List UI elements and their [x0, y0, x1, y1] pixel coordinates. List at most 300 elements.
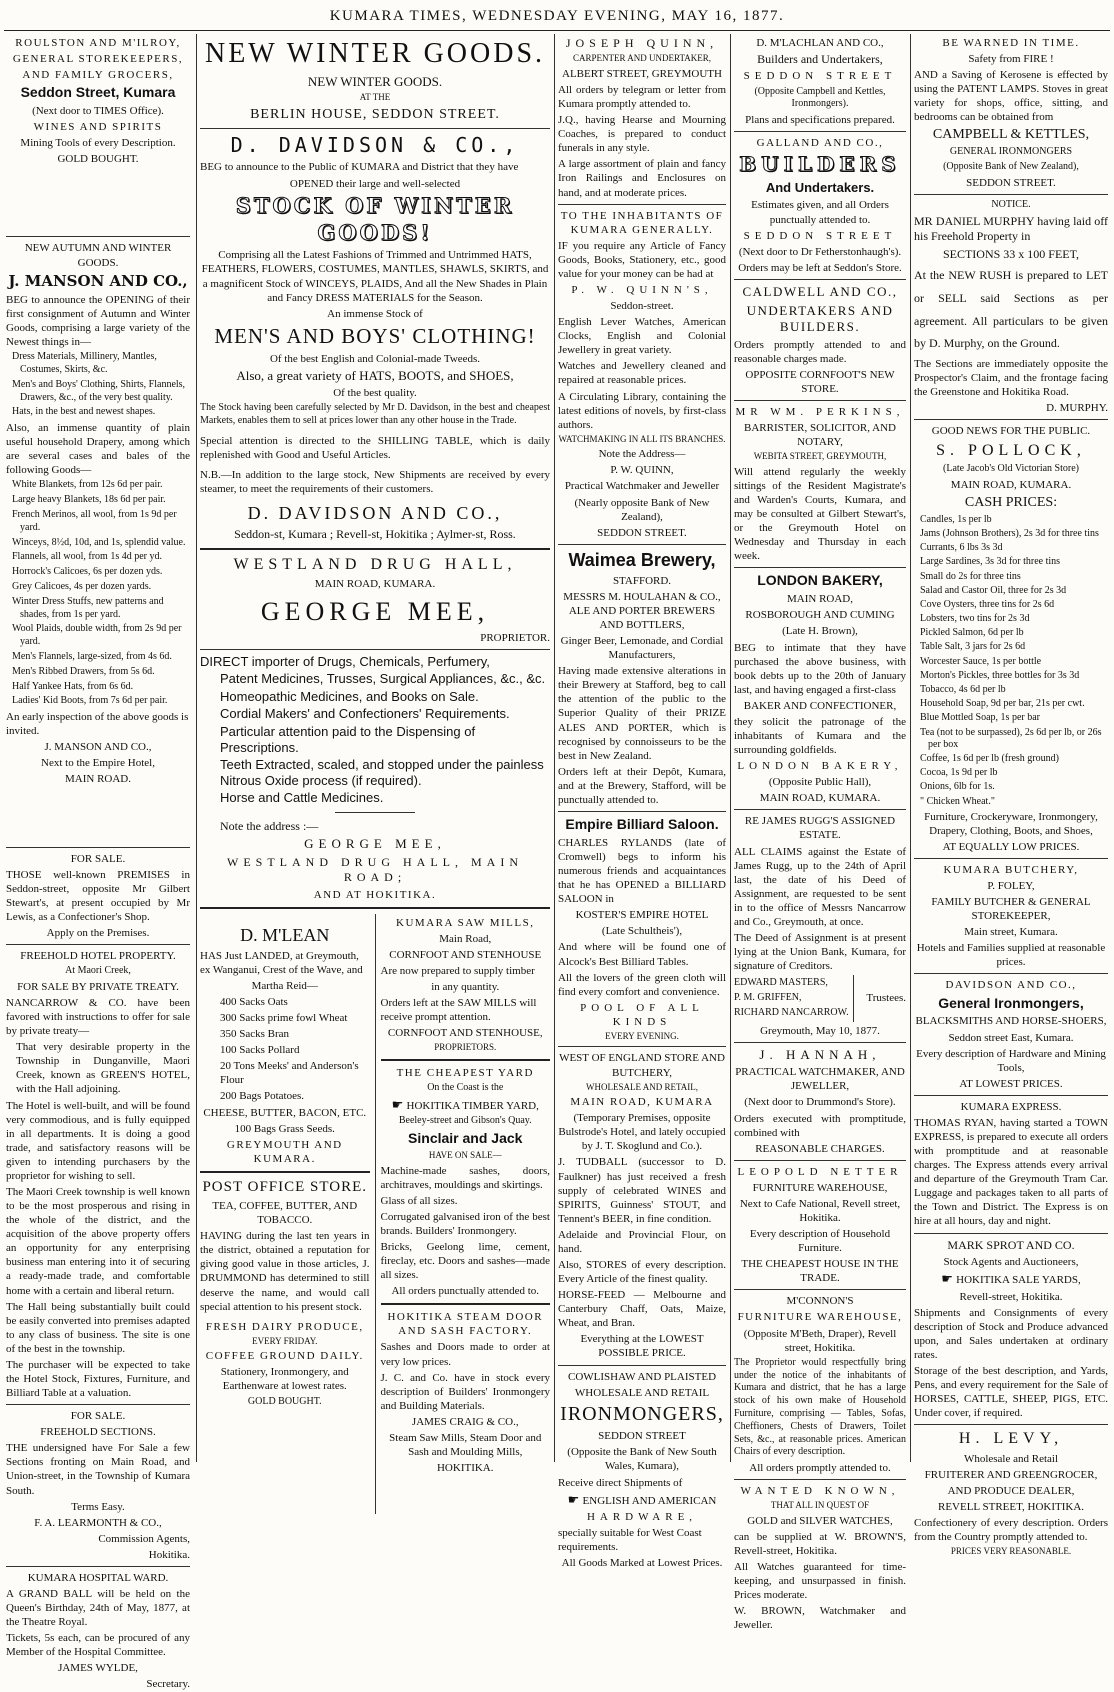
ad-text: J.Q., having Hearse and Mourning Coaches, is prepared to conduct funerals in any style. [558, 114, 726, 155]
ad-text: Seddon-street. [610, 300, 674, 313]
ad-heading: FOR SALE BY PRIVATE TREATY. [17, 980, 179, 993]
ad-signature: F. A. LEARMONTH & CO., [34, 1516, 162, 1529]
ad-campbell-kettles [914, 36, 1108, 190]
ad-text: Tickets, 5s each, can be procured of any Member of the Hospital Committee. [6, 1632, 190, 1659]
ad-subheading: MAIN ROAD, KUMARA. [950, 478, 1072, 491]
ad-text: CHEESE, BUTTER, BACON, ETC. [203, 1106, 367, 1119]
ad-text: Revell-street, Hokitika. [959, 1290, 1063, 1303]
list-item: Morton's Pickles, three bottles for 3s 3d [920, 669, 1080, 681]
list-item: White Blankets, from 12s 6d per pair. [12, 479, 163, 491]
ad-subheading: WATCHMAKING IN ALL ITS BRANCHES. [558, 433, 726, 444]
column-3 [558, 34, 726, 1570]
ad-heading: GREYMOUTH AND KUMARA. [226, 1138, 343, 1165]
ad-heading: J. MANSON AND CO., [8, 271, 188, 290]
ad-text: Corrugated galvanised iron of the best brands. Builders' Ironmongery. [380, 1210, 550, 1237]
ad-subheading-text: HOKITIKA SALE YARDS, [956, 1273, 1081, 1286]
list-item: Lobsters, two tins for 2s 3d [920, 613, 1030, 625]
ad-subheading: PRACTICAL WATCHMAKER, AND JEWELLER, [735, 1066, 905, 1093]
ad-text: All Goods Marked at Lowest Prices. [561, 1557, 723, 1570]
price-list [914, 514, 1108, 808]
ad-text: THOMAS RYAN, having started a TOWN EXPRESS, is prepared to execute all orders with promptitude and at reasonable charges. The Express attends every arrival and departure of the Greymouth Tram Car. Luggage and packages taken to all parts of the Town and District. The Express is on hire at all hours, day and night. [914, 1116, 1108, 1228]
ad-text: GOLD BOUGHT. [247, 1395, 322, 1407]
ad-heading: FOR SALE. [70, 1410, 126, 1423]
ad-text: Orders executed with promptitude, combined with [734, 1112, 906, 1139]
divider [734, 400, 906, 401]
divider [200, 1171, 370, 1173]
ad-text: Every description of Household Furniture. [749, 1228, 891, 1255]
ad-subheading: CORNFOOT AND STENHOUSE [389, 948, 542, 961]
ad-heading: COWLISHAW AND PLAISTED [567, 1370, 717, 1383]
ad-text: The Deed of Assignment is at present lying at the Union Bank, Kumara, for signature of Creditors. [734, 931, 906, 973]
divider [914, 1424, 1108, 1425]
ad-text: THAT ALL IN QUEST OF [770, 1500, 870, 1511]
ad-heading: WESTLAND DRUG HALL, [233, 555, 517, 573]
ad-west-of-england [558, 1051, 726, 1360]
ad-address: GEORGE MEE, [304, 836, 446, 852]
ad-berlin-house [200, 36, 550, 543]
ad-subheading [558, 1492, 726, 1509]
ad-text: Also, a great variety of HATS, BOOTS, and SHOES, [236, 367, 514, 383]
ad-text: Bricks, Geelong lime, cement, fireclay, etc. Doors and sashes—made all sizes. [380, 1240, 550, 1282]
ad-heading: FREEHOLD HOTEL PROPERTY. [20, 950, 176, 963]
ad-text: (Next door to Dr Fetherstonhaugh's). [738, 245, 902, 258]
ad-text: THE undersigned have For Sale a few Sections fronting on Main Road, and Union-street, in the Township of Kumara South. [6, 1442, 190, 1497]
ad-text: The Maori Creek township is well known to be the most prosperous and rising in the whole of the district, and the acquisition of the above property offers an opportunity for any enterprising business man entering into it of securing a ready-made trade, and comfortable home with a certain and liberal return. [6, 1185, 190, 1297]
ad-heading: MARK SPROT AND CO. [947, 1237, 1075, 1252]
ad-address: AND AT HOKITIKA. [313, 888, 437, 901]
list-item: Half Yankee Hats, from 6s 6d. [12, 680, 134, 692]
ad-heading: FOR SALE. [70, 852, 126, 865]
list-item: Coffee, 1s 6d per lb (fresh ground) [920, 752, 1059, 764]
ad-subheading: BAKER AND CONFECTIONER, [743, 699, 897, 712]
ad-text: CHARLES RYLANDS (late of Cromwell) begs to inform his numerous friends and acquaintances that he has OPENED a BILLIARD SALOON in [558, 836, 726, 906]
ad-roulston [6, 36, 190, 166]
ornament [335, 812, 415, 813]
ad-text: A GRAND BALL will be held on the Queen's Birthday, 24th of May, 1877, at the Theatre Royal. [6, 1588, 190, 1629]
ad-text: The Stock having been carefully selected by Mr D. Davidson, in the best and cheapest Markets, enables them to sell at prices lower than any other house in the Trade. [200, 402, 550, 427]
list-item: Salad and Castor Oil, three for 2s 3d [920, 584, 1067, 596]
ad-steam-door-factory [381, 1310, 551, 1475]
ad-heading: NEW WINTER GOODS. [204, 38, 546, 69]
list-item: Cocoa, 1s 9d per lb [920, 767, 998, 779]
ad-subheading: COFFEE GROUND DAILY. [205, 1350, 364, 1363]
ad-text: Steam Saw Mills, Steam Door and Sash and Moulding Mills, [389, 1431, 542, 1458]
divider [200, 649, 550, 650]
divider [558, 811, 726, 812]
ad-heading: D. DAVIDSON & CO., [230, 132, 520, 157]
ad-subheading: HARDWARE, [586, 1511, 698, 1524]
divider [6, 847, 190, 848]
column-5 [914, 34, 1108, 1557]
ad-text: Special attention is directed to the SHILLING TABLE, which is daily replenished with Good and Useful Articles. [200, 435, 550, 462]
ad-for-sale-premises [6, 852, 190, 1401]
ad-heading: CALDWELL AND CO., [742, 283, 898, 299]
ad-heading: H. LEVY, [958, 1430, 1064, 1448]
ad-subheading: AT EQUALLY LOW PRICES. [942, 840, 1080, 853]
ad-text: Note the Address— [598, 448, 686, 461]
sub-column-left [200, 914, 376, 1514]
ad-subheading: MAIN ROAD, KUMARA [570, 1096, 714, 1109]
ad-text: Apply on the Premises. [46, 926, 150, 939]
ad-text: Ginger Beer, Lemonade, and Cordial Manufacturers, [560, 635, 724, 662]
divider [6, 236, 190, 237]
ad-text: Comprising all the Latest Fashions of Trimmed and Untrimmed HATS, FEATHERS, FLOWERS, COSTUMES, MANTLES, SHAWLS, SKIRTS, and a magnificent Stock of WINCEYS, PLAIDS, And all the New Shades in Plain and Fancy DRESS MATERIALS for the Season. [201, 249, 549, 304]
list-item: 20 Tons Meeks' and Anderson's Flour [220, 1060, 359, 1087]
stock-list [200, 995, 370, 1104]
ad-text: ALL CLAIMS against the Estate of James Rugg, up to the 24th of April last, the date of his Deed of Assignment, are requested to be sent in to the office of Messrs Nancarrow and Co., Greymouth, at once. [734, 845, 906, 928]
ad-signature: Secretary. [146, 1678, 190, 1691]
two-column-block [200, 914, 550, 1514]
divider [914, 1095, 1108, 1096]
ad-heading: P. W. QUINN'S, [571, 283, 713, 296]
ad-subheading: BERLIN HOUSE, SEDDON STREET. [250, 106, 500, 122]
ad-text: (Opposite the Bank of New South Wales, Kumara), [567, 1446, 717, 1473]
divider [914, 973, 1108, 974]
ad-text: Furniture, Crockeryware, Ironmongery, Drapery, Clothing, Boots, and Shoes, [924, 810, 1098, 837]
list-item: Teeth Extracted, scaled, and stopped under the painless Nitrous Oxide process (if required). [220, 757, 544, 788]
ad-subheading: GENERAL STOREKEEPERS, [12, 53, 184, 66]
trustees-list [734, 975, 854, 1021]
divider [734, 1479, 906, 1480]
ad-text: (Opposite Public Hall), [768, 776, 872, 789]
list-item: Small do 2s for three tins [920, 570, 1021, 582]
list-item: Jams (Johnson Brothers), 2s 3d for three tins [920, 527, 1099, 539]
list-item: Blue Mottled Soap, 1s per bar [920, 712, 1040, 724]
ad-text: WHOLESALE AND RETAIL, [585, 1081, 698, 1092]
ad-signature: J. MANSON AND CO., [44, 741, 152, 754]
ad-text: All orders promptly attended to. [749, 1462, 891, 1475]
ad-text: An early inspection of the above goods is invited. [6, 711, 189, 738]
ad-subheading: FRUITERER AND GREENGROCER, [924, 1468, 1098, 1481]
ad-text: BEG to intimate that they have purchased the above business, with book debts up to the 20th of January last, and having engaged a first-class [734, 641, 906, 696]
divider [200, 548, 550, 550]
list-item: Hats, in the best and newest shapes. [12, 406, 156, 418]
trustee-name: RICHARD NANCARROW. [734, 1006, 849, 1018]
ad-subheading: SEDDON STREET. [966, 176, 1056, 189]
list-item: Household Soap, 9d per bar, 21s per cwt. [920, 698, 1085, 710]
ad-subheading: P. FOLEY, [987, 880, 1035, 892]
list-item: Wool Plaids, double width, from 2s 9d per yard. [12, 623, 182, 648]
list-item: 400 Sacks Oats [220, 996, 288, 1008]
ad-subheading: BLACKSMITHS AND HORSE-SHOERS, [915, 1015, 1107, 1028]
ad-text: (Opposite Bank of New Zealand), [943, 161, 1079, 173]
ad-subheading: WHOLESALE AND RETAIL [574, 1386, 710, 1399]
ad-heading: LONDON BAKERY, [757, 572, 883, 589]
ad-heading: WEST OF ENGLAND STORE AND BUTCHERY, [559, 1052, 725, 1079]
ad-subheading: Builders and Undertakers, [757, 52, 883, 67]
trustee-name: EDWARD MASTERS, [734, 977, 828, 989]
ad-text: All orders by telegram or letter from Kumara promptly attended to. [558, 83, 726, 111]
ad-heading: GOOD NEWS FOR THE PUBLIC. [931, 425, 1091, 438]
ad-heading: LEOPOLD NETTER [737, 1165, 903, 1178]
ad-text: (Late Jacob's Old Victorian Store) [943, 462, 1079, 474]
ad-text: (Temporary Premises, opposite Bulstrode's Hotel, and lately occupied by J. T. Skoglund and Co.). [558, 1112, 726, 1153]
ad-text: Mining Tools of every Description. [20, 137, 176, 150]
ad-text: Storage of the best description, and Yards, Pens, and every requirement for the Sale of HORSES, CATTLE, SHEEP, PIGS, ETC. Under cover, if required. [914, 1365, 1108, 1420]
ad-subheading: AT LOWEST PRICES. [959, 1077, 1063, 1090]
ad-subheading: POOL OF ALL KINDS [580, 1001, 704, 1028]
ad-text: The Hall being substantially built could be easily converted into premises adapted to any class of business. The site is one of the best in the township. [6, 1300, 190, 1355]
ad-signature: D. MURPHY. [1046, 402, 1108, 415]
ad-text: Main street, Kumara. [964, 926, 1058, 939]
ad-text: That very desirable property in the Township in Dunganville, Maori Creek, known as GREEN'S HOTEL, with the Hall adjoining. [16, 1041, 190, 1096]
ad-subheading: MAIN ROAD, [787, 593, 853, 606]
ad-heading: KUMARA BUTCHERY, [943, 863, 1079, 876]
ad-text: AT THE [359, 92, 391, 103]
ad-subheading: ROSBOROUGH AND CUMING [745, 609, 895, 622]
ad-subheading-text: ENGLISH AND AMERICAN [582, 1494, 717, 1507]
ad-text: (Nearly opposite Bank of New Zealand), [574, 496, 710, 523]
ad-text: An immense Stock of [327, 307, 423, 320]
ad-text: Having made extensive alterations in their Brewery at Stafford, beg to call the attention of the public to the Superior Quality of their PRIZE ALES AND PORTER, which is recognised by connoisseurs to be the best in New Zealand. [558, 665, 726, 762]
ad-text: in any quantity. [431, 981, 500, 994]
ad-text: Estimates given, and all Orders punctually attended to. [751, 199, 889, 226]
ad-text: All the lovers of the green cloth will find every comfort and convenience. [558, 971, 726, 998]
ad-text: Greymouth, May 10, 1877. [760, 1024, 880, 1037]
ad-heading: IRONMONGERS, [560, 1402, 724, 1425]
trustees-block [734, 975, 906, 1021]
ad-subheading: OPPOSITE CORNFOOT'S NEW STORE. [745, 368, 895, 395]
column-rule [554, 34, 555, 1462]
ad-text: J. TUDBALL (successor to D. Faulkner) has just received a fresh supply of celebrated WINES and SPIRITS, Guinness' STOUT, and Tennent's BEER, in fine condition. [558, 1156, 726, 1225]
ad-davidson-ironmongers [914, 978, 1108, 1090]
ad-text: (Late Schultheis'), [601, 925, 683, 938]
ad-text: At the NEW RUSH is prepared to LET or SELL said Sections as per agreement. All particulars to be given by D. Murphy, on the Ground. [914, 267, 1108, 351]
ad-pollock [914, 424, 1108, 854]
list-item: " Chicken Wheat." [920, 795, 995, 807]
ad-subheading: NEW WINTER GOODS. [307, 73, 443, 89]
goods-list [6, 479, 190, 708]
ad-heading: BE WARNED IN TIME. [942, 37, 1080, 49]
ad-heading: HOKITIKA STEAM DOOR AND SASH FACTORY. [387, 1311, 544, 1338]
ad-text: The Sections are immediately opposite the Prospector's Claim, and the frontage facing the Greenstone and Hokitika Road. [914, 358, 1108, 399]
ad-signature: MAIN ROAD. [65, 773, 131, 786]
divider [200, 128, 550, 129]
ad-subheading: MAIN ROAD, KUMARA. [759, 792, 881, 805]
ad-address: WESTLAND DRUG HALL, MAIN ROAD; [227, 854, 523, 885]
list-item: Onions, 6lb for 1s. [920, 781, 995, 793]
ad-text: PROPRIETOR. [480, 631, 550, 644]
ad-heading: TO THE INHABITANTS OF KUMARA GENERALLY. [560, 209, 724, 236]
ad-signature: Commission Agents, [98, 1532, 190, 1545]
ad-text: WINES AND SPIRITS [33, 121, 163, 134]
list-item: Horrock's Calicoes, 6s per dozen yds. [12, 566, 163, 578]
ad-subheading: FURNITURE WAREHOUSE, [737, 1311, 903, 1324]
ad-text: BEG to announce to the Public of KUMARA and District that they have [200, 161, 519, 174]
list-item: Large Sardines, 3s 3d for three tins [920, 556, 1061, 568]
list-item: Cove Oysters, three tins for 2s 6d [920, 598, 1055, 610]
ad-heading: KUMARA HOSPITAL WARD. [27, 1571, 169, 1584]
list-item: Currants, 6 lbs 3s 3d [920, 542, 1003, 554]
ad-freehold-sections [6, 1409, 190, 1562]
ad-subheading: REVELL STREET, HOKITIKA. [937, 1501, 1085, 1514]
column-1 [6, 34, 190, 1691]
column-rule [730, 34, 731, 1462]
ad-heading: MEN'S AND BOYS' CLOTHING! [214, 323, 536, 348]
ad-subheading: JAMES CRAIG & CO., [411, 1415, 519, 1428]
ad-text: IF you require any Article of Fancy Goods, Books, Stationery, etc., good value for your money can be had at [558, 239, 726, 280]
ad-subheading: LONDON BAKERY, [737, 760, 903, 773]
ad-text: Are now prepared to supply timber [380, 964, 535, 977]
ad-pw-quinn [558, 209, 726, 540]
list-item: French Merinos, all wool, from 1s 9d per yard. [12, 509, 177, 533]
ad-text: HAS Just LANDED, at Greymouth, ex Wanganui, Crest of the Wave, and [200, 949, 363, 976]
ad-cowlishaw [558, 1370, 726, 1571]
ad-netter [734, 1165, 906, 1286]
ad-subheading: CORNFOOT AND STENHOUSE, [387, 1027, 543, 1040]
list-item: Tobacco, 4s 6d per lb [920, 684, 1006, 695]
ad-subheading: MAIN ROAD, KUMARA. [314, 578, 436, 591]
ad-hospital-ward [6, 1571, 190, 1692]
drug-list [200, 654, 550, 806]
ad-murphy-notice [914, 199, 1108, 415]
ad-mclean [200, 924, 370, 1166]
ad-text: MR DANIEL MURPHY having laid off his Freehold Property in [914, 213, 1108, 244]
divider [734, 131, 906, 132]
ad-subheading [381, 1097, 551, 1114]
list-item: Patent Medicines, Trusses, Surgical Appliances, &c., &c. [220, 671, 546, 687]
ad-heading: GALLAND AND CO., [756, 137, 884, 150]
ad-heading: M'CONNON'S [786, 1295, 854, 1308]
list-item: 300 Sacks prime fowl Wheat [220, 1012, 348, 1025]
ad-text: OPENED their large and well-selected [289, 177, 461, 190]
ad-subheading: ALBERT STREET, GREYMOUTH [562, 67, 722, 80]
column-4 [734, 34, 906, 1632]
ad-text: HORSE-FEED — Melbourne and Canterbury Chaff, Oats, Maize, Wheat, and Bran. [558, 1289, 726, 1330]
ad-heading: NOTICE. [991, 199, 1031, 211]
ad-text: Glass of all sizes. [380, 1194, 458, 1207]
ad-mclachlan [734, 36, 906, 127]
ad-text: A Circulating Library, containing the latest editions of novels, by first-class authors. [558, 390, 726, 431]
ad-heading: FREEHOLD SECTIONS. [40, 1426, 156, 1439]
ad-text: GOLD BOUGHT. [57, 153, 139, 166]
ad-text: specially suitable for West Coast requirements. [558, 1527, 702, 1554]
masthead: KUMARA TIMES, WEDNESDAY EVENING, MAY 16, 1877. [329, 8, 785, 24]
ad-subheading: FAMILY BUTCHER & GENERAL STOREKEEPER, [931, 896, 1091, 923]
divider [734, 1042, 906, 1043]
sub-column-right [376, 914, 551, 1514]
ad-text: HAVING during the last ten years in the district, obtained a reputation for giving good value in those articles, J. DRUMMOND has determined to still deserve the name, and would call special attention to his present stock. [200, 1230, 370, 1313]
list-item: Men's Flannels, large-sized, from 4s 6d. [12, 650, 172, 662]
list-item: Homeopathic Medicines, and Books on Sale. [220, 688, 479, 704]
ad-text: Orders promptly attended to and reasonable charges made. [734, 338, 906, 365]
column-2 [200, 34, 550, 1475]
divider [914, 858, 1108, 859]
ad-subheading: FRESH DAIRY PRODUCE, [205, 1320, 364, 1333]
ad-heading: General Ironmongers, [938, 994, 1084, 1011]
ad-subheading: Safety from FIRE ! [968, 53, 1054, 66]
list-item: Horse and Cattle Medicines. [220, 790, 384, 806]
ad-subheading: BARRISTER, SOLICITOR, AND NOTARY, [744, 422, 896, 449]
divider [6, 944, 190, 945]
divider [6, 1404, 190, 1405]
ad-text: Shipments and Consignments of every description of Stock and Produce advanced upon, and Sales undertaken at ordinary rates. [914, 1306, 1108, 1361]
ad-heading: POST OFFICE STORE. [202, 1178, 368, 1195]
ad-post-office-store [200, 1178, 370, 1408]
ad-text: NANCARROW & CO. have been favored with instructions to offer for sale by private treaty— [6, 996, 190, 1038]
ad-text: EVERY EVENING. [605, 1030, 679, 1041]
divider [200, 907, 550, 909]
ad-h-levy [914, 1429, 1108, 1557]
ad-text: Will attend regularly the weekly sittings of the Resident Magistrate's and Warden's Courts, Kumara, and may be consulted at Gilbert Stewart's, or the Greymouth Hotel on Wednesday and Thursday in each week. [734, 465, 906, 563]
ad-subheading: CARPENTER AND UNDERTAKER, [573, 53, 711, 64]
ad-text: Orders may be left at Seddon's Store. [738, 261, 902, 274]
list-item: Flannels, all wool, from 1s 4d per yd. [12, 551, 162, 563]
ad-text: Plans and specifications prepared. [745, 114, 895, 127]
ad-text: Terms Easy. [71, 1500, 125, 1513]
ad-text: Orders left at their Depôt, Kumara, and at the Brewery, Stafford, will be punctually attended to. [558, 765, 726, 806]
ad-text: (Opposite Campbell and Kettles, Ironmongers). [754, 85, 886, 110]
ad-text: Every description of Hardware and Mining Tools, [916, 1047, 1106, 1074]
ad-heading: CAMPBELL & KETTLES, [932, 127, 1090, 143]
pointing-hand-icon: ☛ [391, 1096, 407, 1112]
divider [734, 279, 906, 280]
ad-text: N.B.—In addition to the large stock, New Shipments are received by every steamer, to meet the requirements of their customers. [200, 469, 550, 496]
ad-heading: J. HANNAH, [759, 1046, 881, 1062]
ad-heading: D. M'LEAN [240, 924, 330, 945]
ad-heading: D. M'LACHLAN AND CO., [756, 37, 884, 49]
ad-manson [6, 241, 190, 786]
ad-text: A large assortment of plain and fancy Iron Railings and Enclosures on hand, and at moderate prices. [558, 158, 726, 199]
divider [6, 1566, 190, 1567]
ad-text: Hotels and Families supplied at reasonable prices. [916, 942, 1106, 969]
list-item: Table Salt, 3 jars for 2s 6d [920, 641, 1026, 653]
ad-text: And where will be found one of Alcock's Best Billiard Tables. [558, 941, 726, 968]
ad-subheading: P. W. QUINN, [610, 464, 674, 477]
ad-text: Beeley-street and Gibson's Quay. [398, 1115, 532, 1127]
list-item: Large heavy Blankets, 18s 6d per pair. [12, 494, 166, 506]
ad-signature: Hokitika. [148, 1548, 190, 1561]
ad-text: Machine-made sashes, doors, architraves, mouldings and skirtings. [380, 1164, 550, 1191]
ad-kumara-butchery [914, 863, 1108, 970]
ad-heading: THE CHEAPEST YARD [396, 1066, 534, 1079]
ad-perkins [734, 405, 906, 563]
list-item: DIRECT importer of Drugs, Chemicals, Perfumery, [200, 653, 490, 669]
ad-text: PRICES VERY REASONABLE. [950, 1546, 1072, 1557]
ad-subheading: GENERAL IRONMONGERS [949, 146, 1073, 158]
divider [734, 809, 906, 810]
ad-heading: Waimea Brewery, [568, 549, 716, 570]
ad-heading: RE JAMES RUGG'S ASSIGNED ESTATE. [744, 815, 896, 842]
ad-text: (Next door to Drummond's Store). [744, 1096, 896, 1109]
ad-text: Confectionery of every description. Orders from the Country promptly attended to. [914, 1517, 1108, 1544]
divider [558, 1046, 726, 1047]
list-item: Winceys, 8½d, 10d, and 1s, splendid value. [12, 536, 186, 548]
column-rule [910, 34, 911, 1462]
ad-text: Also, an immense quantity of plain useful household Drapery, among which are several cases and bales of the following Goods— [6, 422, 190, 477]
ad-subheading [914, 1271, 1108, 1288]
ad-text: All orders punctually attended to. [391, 1285, 540, 1298]
ad-text: MESSRS M. HOULAHAN & CO., ALE AND PORTER BREWERS AND BOTTLERS, [563, 590, 721, 631]
ad-text: English Lever Watches, American Clocks, English and Colonial Jewellery in great variety. [558, 316, 726, 357]
top-rule [4, 30, 1110, 31]
ad-text: Main Road, [439, 932, 492, 945]
list-item: Particular attention paid to the Dispensing of Prescriptions. [220, 723, 476, 755]
ad-text: Note the address :— [220, 818, 319, 833]
ad-text: BEG to announce the OPENING of their first consignment of Autumn and Winter Goods, comprising a large variety of the Newest things in— [6, 293, 190, 349]
ad-heading: DAVIDSON AND CO., [945, 979, 1077, 992]
ad-text: The purchaser will be expected to take the Hotel Stock, Fixtures, Furniture, and Billiard Table at a valuation. [6, 1358, 190, 1400]
ad-mcconnon [734, 1294, 906, 1475]
ad-subheading: AND PRODUCE DEALER, [947, 1484, 1075, 1497]
ad-text: AND a Saving of Kerosene is effected by using the PATENT LAMPS. Stoves in great variety for shops, office, sitting, and bedrooms can be obtained from [914, 69, 1108, 124]
ad-heading: Empire Billiard Saloon. [565, 816, 719, 833]
divider [558, 204, 726, 205]
ad-signature: Next to the Empire Hotel, [41, 757, 155, 770]
ad-text: Also, STORES of every description. Every Article of the finest quality. [558, 1258, 726, 1286]
ad-subheading: Stock Agents and Auctioneers, [943, 1255, 1079, 1268]
divider [914, 1233, 1108, 1234]
